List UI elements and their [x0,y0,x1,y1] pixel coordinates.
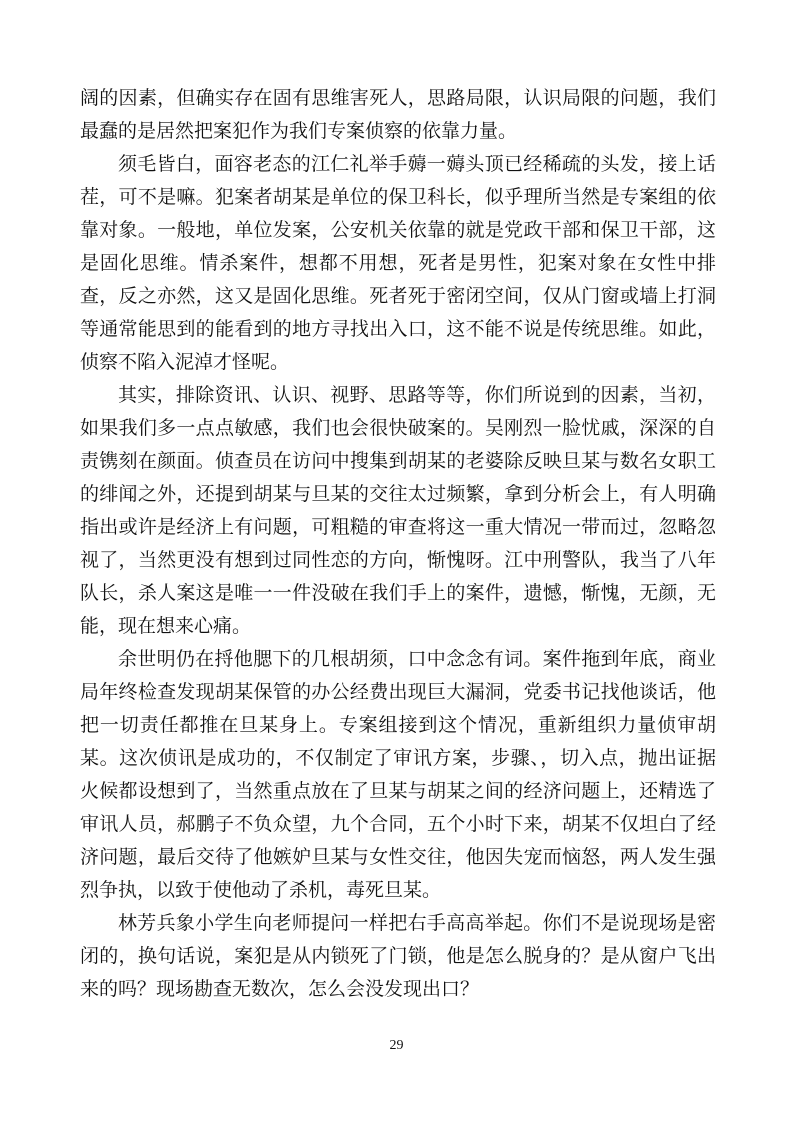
paragraph-5: 林芳兵象小学生向老师提问一样把右手高高举起。你们不是说现场是密闭的，换句话说，案犯是从内锁死了门锁，他是怎么脱身的？是从窗户飞出来的吗？现场勘查无数次，怎么会没发现出口？ [80,912,716,1000]
paragraph-3: 其实，排除资讯、认识、视野、思路等等，你们所说到的因素，当初，如果我们多一点点敏感，我们也会很快破案的。吴刚烈一脸忧戚，深深的自责镌刻在颜面。侦查员在访问中搜集到胡某的老婆除反映旦某与数名女职工的绯闻之外，还提到胡某与旦某的交往太过频繁，拿到分析会上，有人明确指出或许是经济上有问题，可粗糙的审查将这一重大情况一带而过，忽略忽视了，当然更没有想到过同性恋的方向，惭愧呀。江中刑警队，我当了八年队长，杀人案这是唯一一件没破在我们手上的案件，遗憾，惭愧，无颜，无能，现在想来心痛。 [80,384,716,637]
paragraph-2: 须毛皆白，面容老态的江仁礼举手薅一薅头顶已经稀疏的头发，接上话茬，可不是嘛。犯案者胡某是单位的保卫科长，似乎理所当然是专案组的依靠对象。一般地，单位发案，公安机关依靠的就是党政干部和保卫干部，这是固化思维。情杀案件，想都不用想，死者是男性，犯案对象在女性中排查，反之亦然，这又是固化思维。死者死于密闭空间，仅从门窗或墙上打洞等通常能思到的能看到的地方寻找出入口，这不能不说是传统思维。如此，侦察不陷入泥淖才怪呢。 [80,153,716,373]
body-text [80,82,716,1006]
paragraph-4: 余世明仍在捋他腮下的几根胡须，口中念念有词。案件拖到年底，商业局年终检查发现胡某保管的办公经费出现巨大漏洞，党委书记找他谈话，他把一切责任都推在旦某身上。专案组接到这个情况，重新组织力量侦审胡某。这次侦讯是成功的，不仅制定了审讯方案，步骤、，切入点，抛出证据火候都设想到了，当然重点放在了旦某与胡某之间的经济问题上，还精选了审讯人员，郝鹏子不负众望，九个合同，五个小时下来，胡某不仅坦白了经济问题，最后交待了他嫉妒旦某与女性交往，他因失宠而恼怒，两人发生强烈争执，以致于使他动了杀机，毒死旦某。 [80,648,716,901]
page-number: 29 [389,1038,404,1053]
paragraph-1: 阔的因素，但确实存在固有思维害死人，思路局限，认识局限的问题，我们最蠢的是居然把案犯作为我们专案侦察的依靠力量。 [80,87,716,142]
